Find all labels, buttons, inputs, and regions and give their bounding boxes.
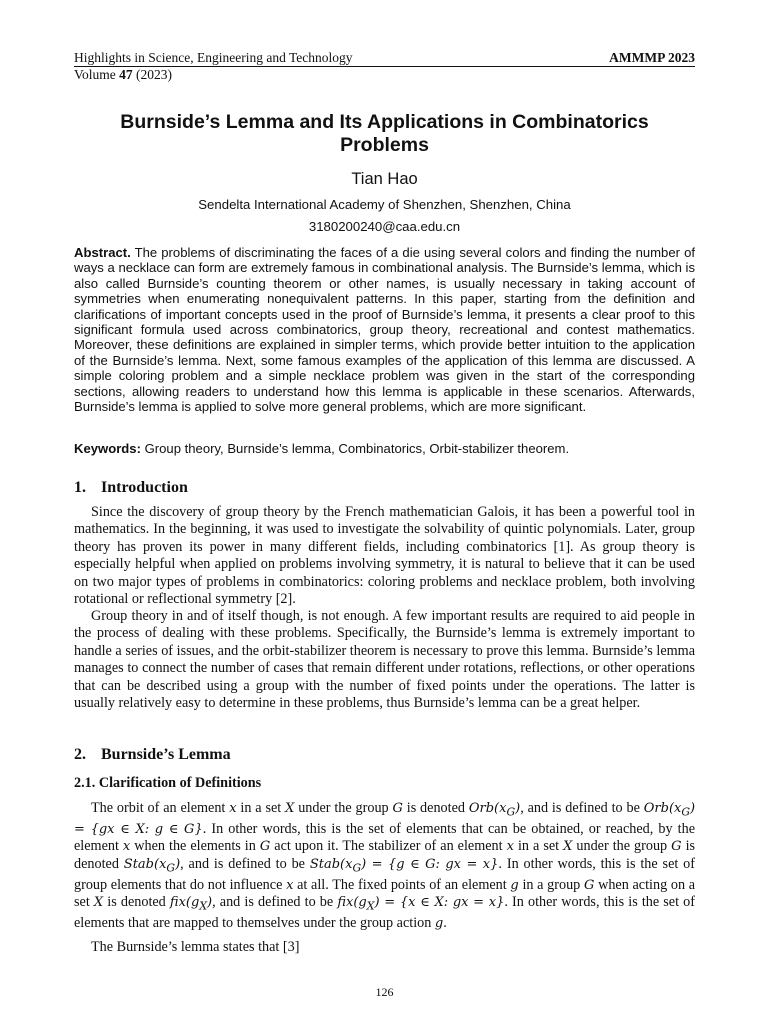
- author-affiliation: Sendelta International Academy of Shenzhen, Shenzhen, China: [198, 197, 571, 212]
- section-heading-burnside: 2. Burnside’s Lemma: [74, 746, 231, 763]
- section-heading-introduction: 1. Introduction: [74, 479, 188, 496]
- paper-title: Burnside’s Lemma and Its Applications in Combinatorics Problems: [120, 111, 649, 156]
- abstract-label: Abstract.: [74, 245, 131, 260]
- author-name: Tian Hao: [351, 170, 418, 188]
- abstract: [74, 245, 695, 414]
- definitions-paragraph: The orbit of an element x in a set X under the group G is denoted $Orb(x_G)$, and is defined to be $Orb(x_G) = \{gx$ ∈ X: g ∈ G}. In other words, this is the set of elements that can be obtained, or reached, by the element x when the elements in G act upon it. The stabilizer of an element x in a set X under the group G is denoted $Stab(x_G)$, and is defined to be $Stab(x_G) = \{g$ ∈ G: gx = x}. In other words, this is the set of group elements that do not influence x at all. The fixed points of an element g in a group G when acting on a set X is denoted $fix(g_X)$, and is defined to be $fix(g_X) = \{x$ ∈ X: gx = x}. In other words, this is the set of elements that are mapped to themselves under the group action g.: [74, 800, 696, 932]
- conference-name: AMMMP 2023: [609, 50, 695, 65]
- keywords-text: Group theory, Burnside’s lemma, Combinatorics, Orbit-stabilizer theorem.: [144, 441, 570, 456]
- keywords: [74, 441, 695, 456]
- subsection-heading-definitions: 2.1. Clarification of Definitions: [74, 775, 262, 791]
- keywords-label: Keywords:: [74, 441, 141, 456]
- burnside-statement-intro: The Burnside’s lemma states that [3]: [91, 939, 300, 955]
- running-header: [74, 50, 695, 66]
- journal-name: Highlights in Science, Engineering and Technology: [74, 50, 353, 65]
- page-number: 126: [375, 985, 394, 999]
- intro-paragraph-2: Group theory in and of itself though, is not enough. A few important results are required to aid people in the process of dealing with these problems. Specifically, the Burnside’s lemma is extremely important to handle a series of issues, and the orbit-stabilizer theorem is necessary to prove this lemma. Burnside’s lemma manages to connect the number of cases that remain different under rotations, reflections, or other operations that can be described using a group with the number of fixed points under the operations. The latter is usually relatively easy to determine in these problems, thus Burnside’s lemma can be a great helper.: [74, 608, 695, 712]
- author-email: 3180200240@caa.edu.cn: [308, 219, 461, 234]
- intro-paragraph-1: Since the discovery of group theory by the French mathematician Galois, it has been a powerful tool in mathematics. In the beginning, it was used to investigate the solvability of quintic polynomials. Later, group theory has proven its power in many different fields, including combinatorics [1]. As group theory is especially helpful when applied on problems involving symmetry, it is natural to believe that it can be used on two major types of problems in combinatorics: coloring problems and necklace problem, both involving rotational or reflectional symmetry [2].: [74, 504, 695, 608]
- volume-number: 47: [119, 67, 133, 82]
- abstract-text: The problems of discriminating the faces of a die using several colors and finding the number of ways a necklace can form are extremely famous in combinational analysis. The Burnside’s lemma, which is also called Burnside’s counting theorem or other names, is usually necessary in taking account of symmetries when enumerating nonequivalent patterns. In this paper, starting from the definition and clarifications of important concepts used in the proof of Burnside’s lemma, it presents a clear proof to this significant formula used across combinatorics, group theory, recreational and contest mathematics. Moreover, these definitions are explained in simpler terms, which provide better intuition to the application of the Burnside’s lemma. Next, some famous examples of the application of this lemma are discussed. A simple coloring problem and a simple necklace problem was given in the start of the corresponding sections, allowing readers to understand how this lemma is applicable in these scenarios. Afterwards, Burnside’s lemma is applied to solve more general problems, which are more significant.: [74, 245, 695, 415]
- volume-info: Volume 47 (2023): [74, 67, 173, 82]
